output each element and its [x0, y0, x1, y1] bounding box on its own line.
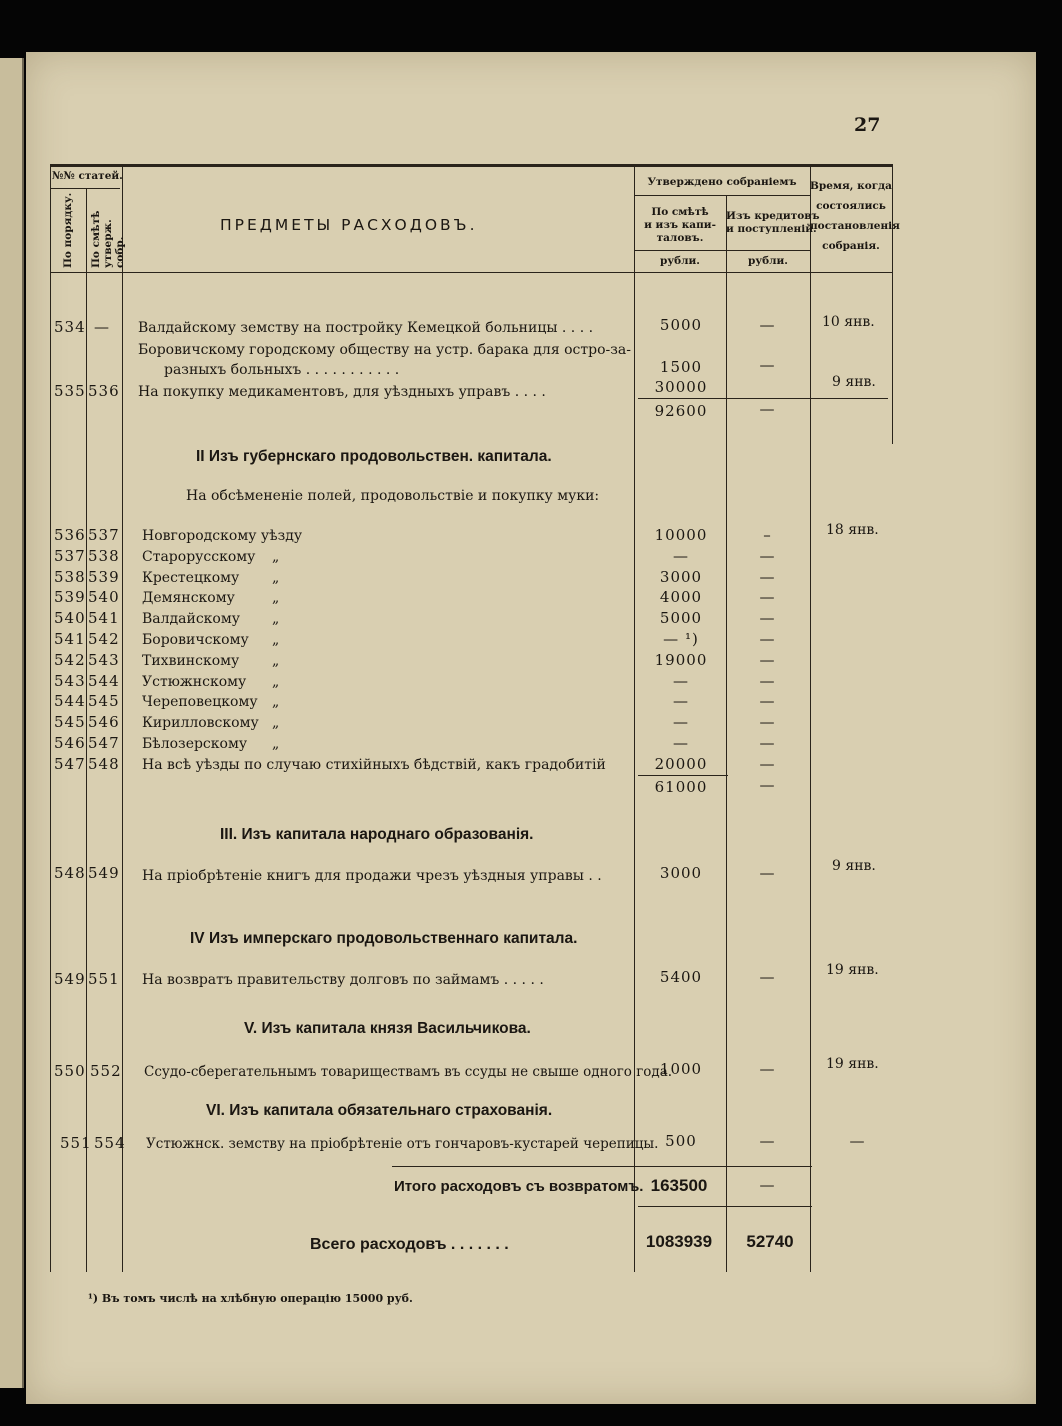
- row-est: 537: [88, 526, 120, 544]
- row-time: 19 янв.: [826, 1056, 879, 1072]
- row-no: 547: [54, 754, 86, 773]
- col-divider-5: [810, 164, 811, 1272]
- row-est: 546: [88, 713, 120, 732]
- row-ditto: „: [272, 673, 280, 690]
- row-credit: —: [759, 609, 775, 628]
- row-credit: —: [759, 713, 775, 732]
- section-title: V. Изъ капитала князя Васильчикова.: [244, 1020, 531, 1037]
- row-no: 550: [54, 1062, 86, 1080]
- total-return-label: Итого расходовъ съ возвратомъ.: [394, 1178, 644, 1195]
- row-no: 551: [60, 1134, 92, 1152]
- col-order-header: По порядку.: [62, 192, 74, 268]
- row-no: 542: [54, 650, 86, 669]
- row-text: Валдайскому: [142, 611, 240, 628]
- row-credit: —: [759, 692, 775, 711]
- row-est: 542: [88, 630, 120, 648]
- row-amount: 5400: [659, 968, 703, 986]
- section-title: III. Изъ капитала народнаго образованія.: [220, 826, 534, 843]
- row-no: 539: [54, 588, 86, 607]
- row-est: 540: [88, 588, 120, 607]
- col-capital-header: По смѣтѣ и изъ капи- таловъ.: [644, 206, 716, 244]
- row-text: На пріобрѣтеніе книгъ для продажи чрезъ уѣздныя управы . .: [142, 868, 602, 884]
- row-ditto: „: [272, 632, 280, 648]
- total-all-amount: 1083939: [645, 1232, 713, 1251]
- row-no: 541: [54, 630, 86, 648]
- row-text: Череповецкому: [142, 694, 258, 711]
- row-amount: —: [673, 734, 689, 752]
- row-amount: 1000: [659, 1060, 703, 1078]
- unit-rubles-1: рубли.: [660, 255, 700, 267]
- subtotal-credit: —: [759, 776, 775, 794]
- row-ditto: „: [272, 548, 280, 565]
- row-est: 549: [88, 864, 120, 882]
- approved-group-rule: [634, 195, 810, 196]
- row-ditto: „: [272, 611, 280, 628]
- row-no: 544: [54, 692, 86, 711]
- row-no: 536: [54, 526, 86, 544]
- row-credit: —: [759, 588, 775, 607]
- row-text: Ссудо-сберегательнымъ товариществамъ въ ссуды не свыше одного года.: [144, 1064, 673, 1080]
- row-est: 551: [88, 970, 120, 988]
- row-text: Устюжнск. земству на пріобрѣтеніе отъ гончаровъ-кустарей черепицы.: [146, 1136, 659, 1152]
- adjacent-page-edge: [0, 58, 24, 1388]
- section-title: II Изъ губернскаго продовольствен. капитала.: [196, 448, 552, 465]
- col-divider-4: [726, 195, 727, 1272]
- row-no: 538: [54, 567, 86, 586]
- row-est: 538: [88, 546, 120, 565]
- footnote: ¹) Въ томъ числѣ на хлѣбную операцію 15000 руб.: [88, 1292, 413, 1305]
- row-amount: 20000: [654, 754, 708, 773]
- row-text: Тихвинскому: [142, 652, 240, 669]
- row-amount: 3000: [659, 567, 703, 586]
- subtotal-rule: [638, 398, 888, 399]
- row-text: Новгородскому уѣзду: [142, 528, 303, 544]
- approved-group-header: Утверждено собраніемъ: [647, 176, 797, 188]
- row-credit: —: [759, 968, 775, 986]
- row-est: 544: [88, 671, 120, 690]
- row-est: 547: [88, 734, 120, 752]
- row-amount: 30000: [654, 378, 708, 396]
- row-no: 545: [54, 713, 86, 732]
- row-credit: —: [759, 671, 775, 690]
- row-ditto: „: [272, 652, 280, 669]
- row-credit: –: [763, 526, 771, 544]
- table-top-rule: [50, 164, 892, 167]
- row-credit: —: [759, 734, 775, 752]
- row-ditto: „: [272, 736, 280, 752]
- row-amount: —: [673, 692, 689, 711]
- row-amount: 3000: [659, 864, 703, 882]
- row-time: —: [849, 1132, 865, 1150]
- subtotal-credit: —: [759, 400, 775, 418]
- row-credit: —: [759, 754, 775, 773]
- row-no: 540: [54, 609, 86, 628]
- row-no: 543: [54, 671, 86, 690]
- row-no: 534: [54, 318, 86, 336]
- row-est: 548: [88, 754, 120, 773]
- row-no: 548: [54, 864, 86, 882]
- col-divider-1: [86, 188, 87, 1272]
- subtotal-amount: 61000: [654, 778, 708, 796]
- time-header: Время, когда состоялись постановленія собранія.: [810, 180, 900, 252]
- page-number: 27: [854, 114, 881, 136]
- row-no: 549: [54, 970, 86, 988]
- row-credit: —: [759, 1132, 775, 1150]
- row-credit: —: [759, 546, 775, 565]
- subtotal-amount: 92600: [654, 402, 708, 420]
- total-all-label: Всего расходовъ . . . . . . .: [310, 1236, 509, 1253]
- row-no: 535: [54, 382, 86, 400]
- row-text: Демянскому: [142, 590, 235, 607]
- row-text: Бѣлозерскому: [142, 736, 248, 752]
- row-text-cont: разныхъ больныхъ . . . . . . . . . . .: [164, 362, 400, 378]
- row-amount: —: [673, 671, 689, 690]
- row-est: 536: [88, 382, 120, 400]
- row-credit: —: [759, 630, 775, 648]
- section-title: VI. Изъ капитала обязательнаго страхованія.: [206, 1102, 553, 1119]
- col-estimate-header: По смѣтѣ утверж. собр.: [90, 210, 126, 268]
- total-rule-1: [392, 1166, 812, 1167]
- row-credit: —: [759, 316, 775, 334]
- row-amount: 5000: [659, 316, 703, 334]
- row-est: —: [94, 318, 110, 336]
- row-est: 554: [94, 1134, 126, 1152]
- row-text: Боровичскому: [142, 632, 249, 648]
- row-credit: —: [759, 650, 775, 669]
- row-time: 10 янв.: [822, 314, 875, 330]
- total-return-amount: 163500: [650, 1176, 708, 1195]
- row-text: На возвратъ правительству долговъ по займамъ . . . . .: [142, 972, 544, 988]
- row-time: 9 янв.: [832, 374, 876, 390]
- row-est: 539: [88, 567, 120, 586]
- row-amount: 1500: [659, 358, 703, 376]
- section-time: 18 янв.: [826, 522, 879, 538]
- table-title: ПРЕДМЕТЫ РАСХОДОВЪ.: [220, 216, 478, 234]
- row-amount: 4000: [659, 588, 703, 607]
- row-amount: 10000: [654, 526, 708, 544]
- row-ditto: „: [272, 569, 280, 586]
- row-text: Валдайскому земству на постройку Кемецкой больницы . . . .: [138, 320, 594, 336]
- row-text: Старорусскому: [142, 548, 256, 565]
- total-return-credit: —: [759, 1176, 775, 1194]
- col-credit-header: Изъ кредитовъ и поступленій.: [726, 210, 820, 235]
- row-ditto: „: [272, 590, 280, 607]
- row-time: 19 янв.: [826, 962, 879, 978]
- right-border: [892, 164, 893, 444]
- col-divider-3: [634, 164, 635, 1272]
- row-credit: —: [759, 1060, 775, 1078]
- row-amount: 5000: [659, 609, 703, 628]
- row-text: Устюжнскому: [142, 673, 247, 690]
- articles-group-header: №№ статей.: [52, 170, 123, 182]
- row-amount: — ¹): [663, 630, 699, 648]
- document-page: [26, 52, 1036, 1404]
- header-bottom-rule: [50, 272, 892, 273]
- row-text: Боровичскому городскому обществу на устр. барака для остро-за-: [138, 342, 631, 358]
- row-no: 537: [54, 546, 86, 565]
- row-est: 545: [88, 692, 120, 711]
- section-subtitle: На обсѣмененіе полей, продовольствіе и покупку муки:: [186, 488, 600, 504]
- row-ditto: „: [272, 715, 280, 732]
- col-divider-2: [122, 164, 123, 1272]
- left-border: [50, 164, 51, 1272]
- row-time: 9 янв.: [832, 858, 876, 874]
- total-all-credit: 52740: [746, 1232, 794, 1251]
- section-title: IV Изъ имперскаго продовольственнаго капитала.: [190, 930, 578, 947]
- unit-rubles-2: рубли.: [748, 255, 788, 267]
- row-est: 543: [88, 650, 120, 669]
- row-text: На покупку медикаментовъ, для уѣздныхъ управъ . . . .: [138, 384, 546, 400]
- row-credit: —: [759, 864, 775, 882]
- row-est: 552: [90, 1062, 122, 1080]
- row-amount: —: [673, 546, 689, 565]
- units-rule: [634, 250, 810, 251]
- row-no: 546: [54, 734, 86, 752]
- row-credit: —: [759, 356, 775, 374]
- row-est: 541: [88, 609, 120, 628]
- row-text: Кирилловскому: [142, 715, 259, 732]
- row-credit: —: [759, 567, 775, 586]
- row-amount: 500: [665, 1132, 697, 1150]
- row-text: На всѣ уѣзды по случаю стихійныхъ бѣдствій, какъ градобитій: [142, 756, 606, 773]
- row-ditto: „: [272, 694, 280, 711]
- row-amount: —: [673, 713, 689, 732]
- row-amount: 19000: [654, 650, 708, 669]
- row-text: Крестецкому: [142, 569, 240, 586]
- subtotal-rule: [638, 775, 728, 776]
- total-rule-2: [638, 1206, 812, 1207]
